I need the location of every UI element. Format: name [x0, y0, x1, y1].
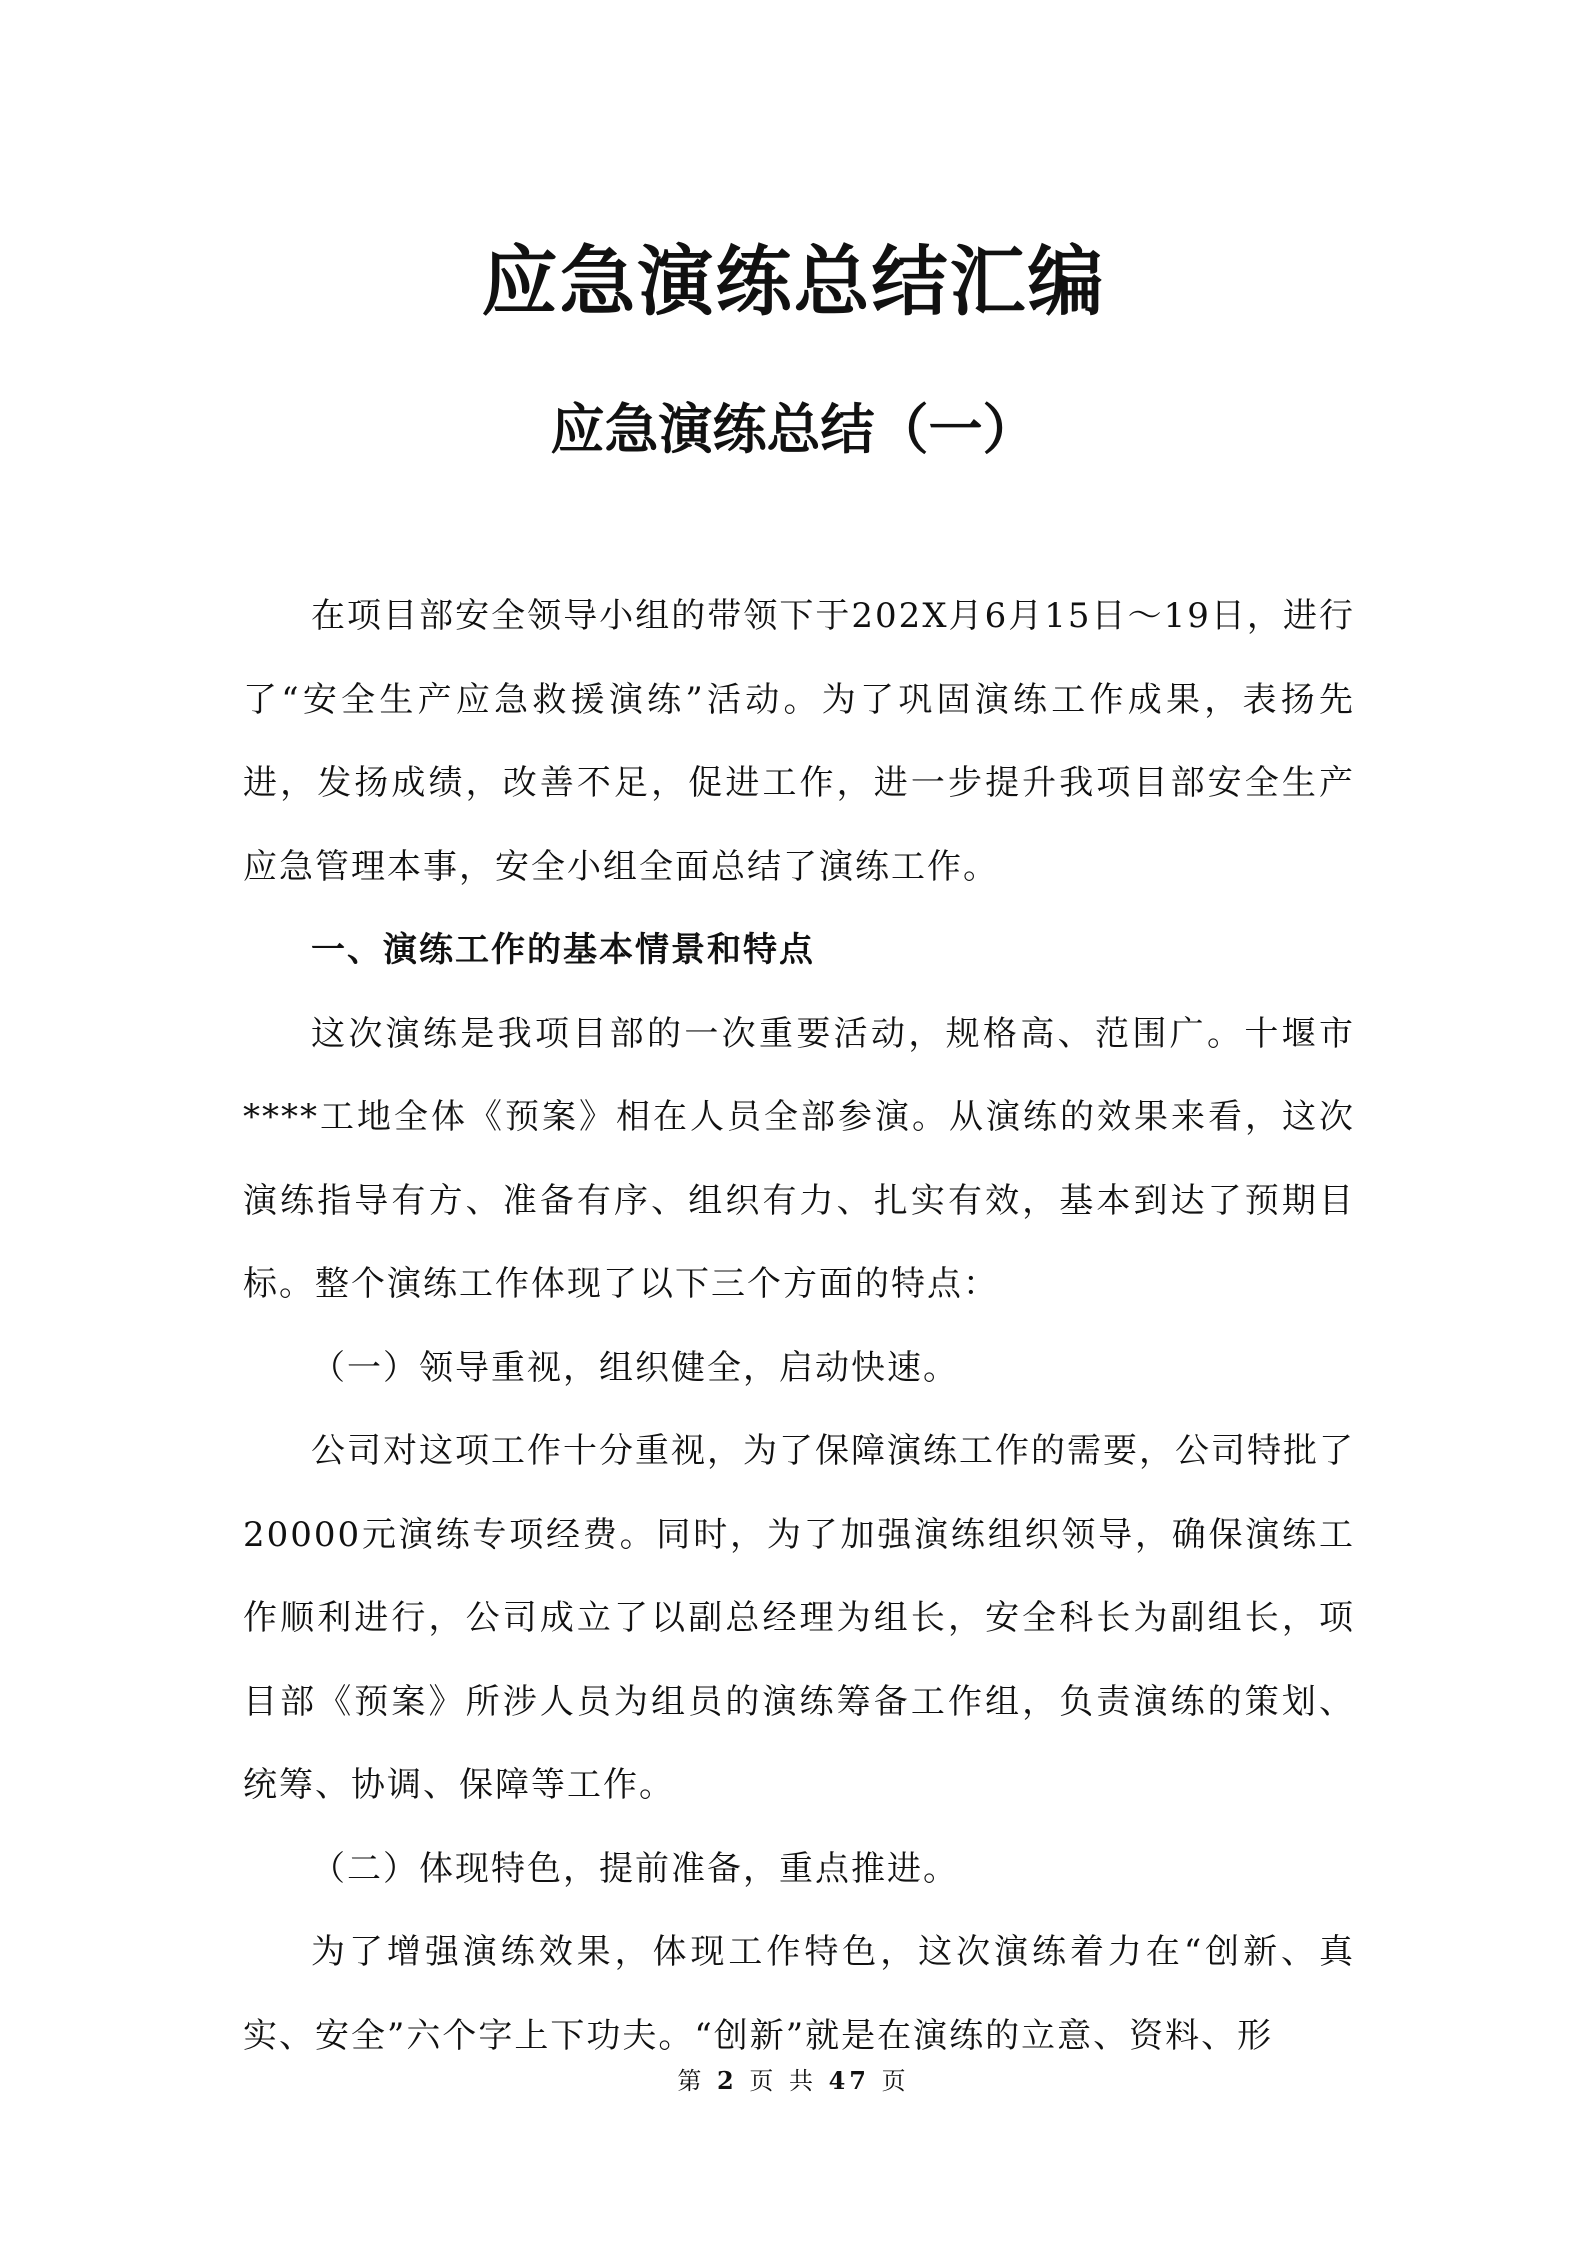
- footer-suffix: 页: [881, 2067, 910, 2095]
- paragraph-overview: 这次演练是我项目部的一次重要活动，规格高、范围广。十堰市****工地全体《预案》相在人员全部参演。从演练的效果来看，这次演练指导有方、准备有序、组织有力、扎实有效，基本到达了预期目标。整个演练工作体现了以下三个方面的特点：: [243, 1013, 1355, 1304]
- footer-middle: 页 共: [749, 2067, 817, 2095]
- paragraph-leadership: 公司对这项工作十分重视，为了保障演练工作的需要，公司特批了20000元演练专项经费。同时，为了加强演练组织领导，确保演练工作顺利进行，公司成立了以副总经理为组长，安全科长为副组长，项目部《预案》所涉人员为组员的演练筹备工作组，负责演练的策划、统筹、协调、保障等工作。: [243, 1431, 1355, 1805]
- heading-basic-situation: 一、演练工作的基本情景和特点: [311, 930, 815, 970]
- subheading-one: （一）领导重视，组织健全，启动快速。: [311, 1347, 959, 1388]
- subheading-two: （二）体现特色，提前准备，重点推进。: [311, 1848, 959, 1889]
- paragraph-intro: 在项目部安全领导小组的带领下于202X月6月15日～19日，进行了“安全生产应急救援演练”活动。为了巩固演练工作成果，表扬先进，发扬成绩，改善不足，促进工作，进一步提升我项目部安全生产应急管理本事，安全小组全面总结了演练工作。: [243, 596, 1355, 887]
- body-text: [243, 575, 1355, 2078]
- page-footer: [0, 2064, 1587, 2098]
- footer-page-number: 2: [716, 2066, 738, 2095]
- paragraph-features: 为了增强演练效果，体现工作特色，这次演练着力在“创新、真实、安全”六个字上下功夫。“创新”就是在演练的立意、资料、形: [243, 1932, 1355, 2056]
- footer-prefix: 第: [677, 2067, 706, 2095]
- main-title: 应急演练总结汇编: [481, 237, 1106, 326]
- section-title: 应急演练总结（一）: [550, 398, 1037, 461]
- footer-total-pages: 47: [828, 2066, 871, 2095]
